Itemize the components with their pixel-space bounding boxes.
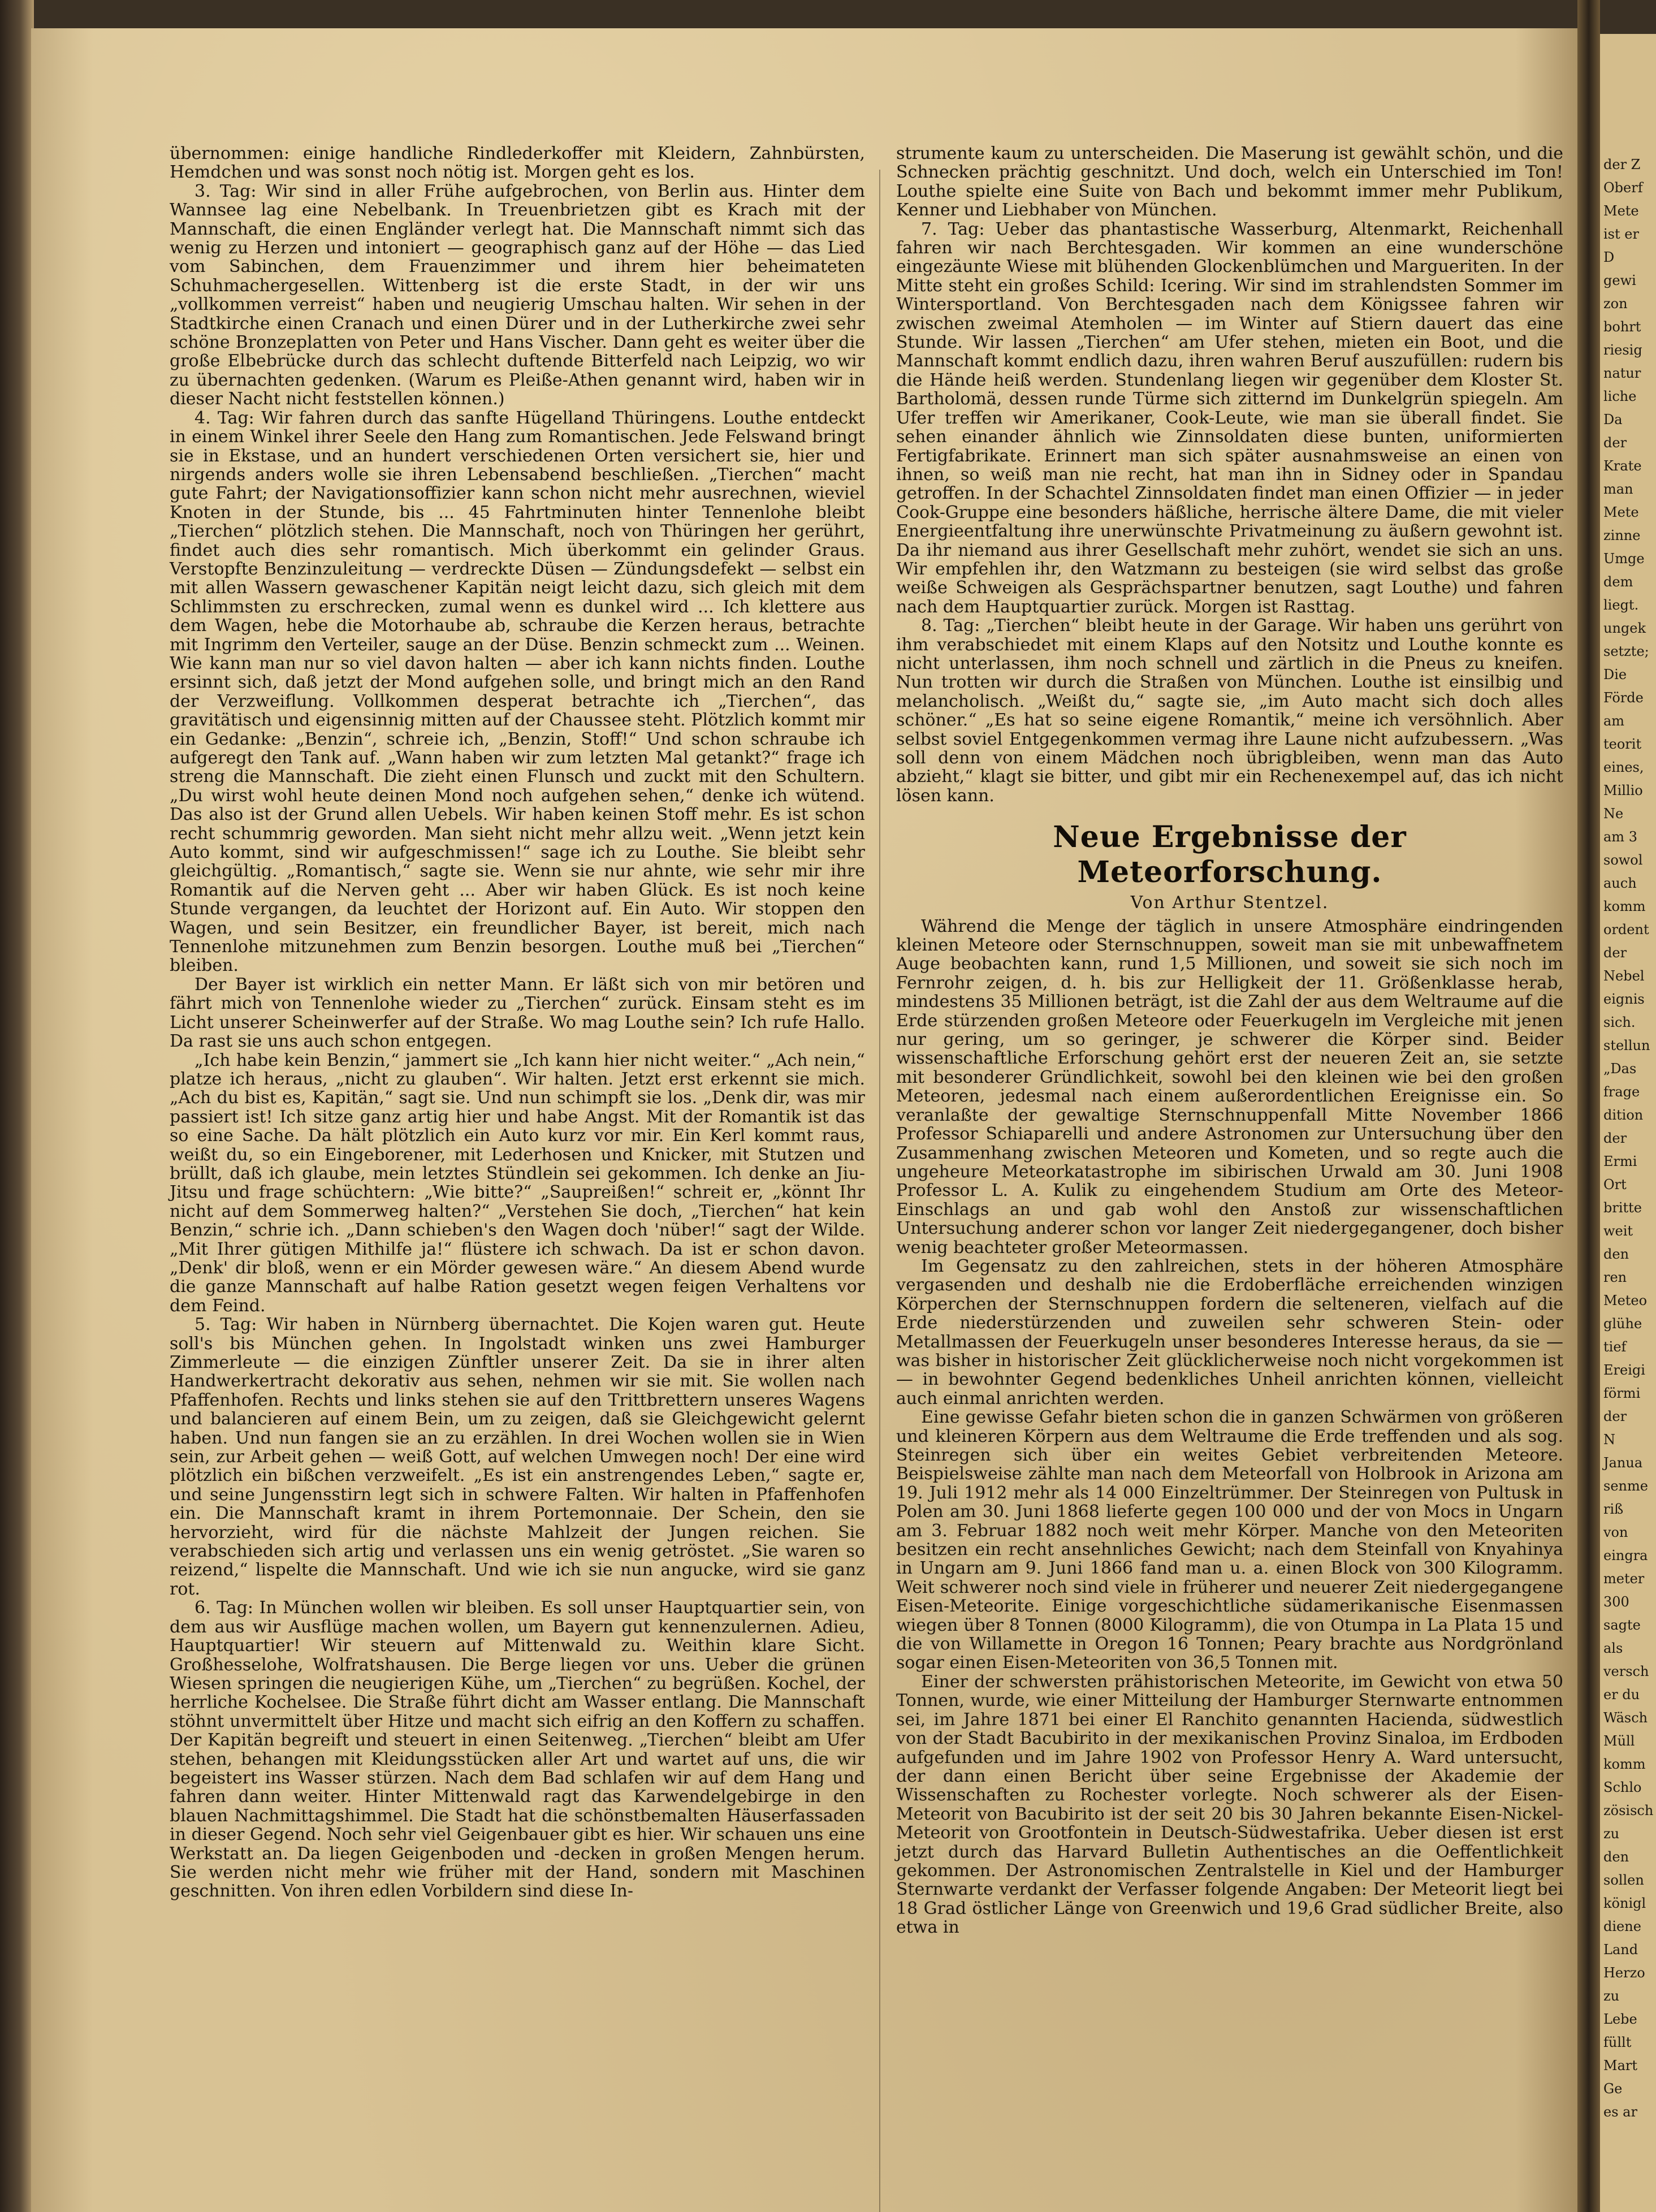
paragraph: 8. Tag: „Tierchen“ bleibt heute in der Garage. Wir haben uns gerührt von ihm verabschiedet mit einem Klaps auf den Notsitz und Louthe konnte es nicht unterlassen, ihm noch schnell und zärtlich in die Pneus zu kneifen. Nun trotten wir durch die Straßen von München. Louthe ist einsilbig und melancholisch. „Weißt du,“ sagte sie, „im Auto macht sich doch alles schöner.“ „Es hat so seine eigene Romantik,“ meine ich versöhnlich. Aber selbst soviel Entgegenkommen vermag ihre Laune nicht aufzubessern. „Was soll denn von einem Mädchen noch übrigbleiben, wenn man das Auto abzieht,“ klagt sie bitter, und gibt mir ein Rechenexempel auf, das ich nicht lösen kann.: [896, 616, 1563, 806]
next-page-fragment: Mete: [1603, 203, 1639, 219]
next-page-fragment: der: [1603, 945, 1627, 961]
next-page-fragment: riesig: [1603, 342, 1642, 358]
paragraph: 5. Tag: Wir haben in Nürnberg übernachtet. Die Kojen waren gut. Heute soll's bis München gehen. In Ingolstadt winken uns zwei Hamburger Zimmerleute — die einzigen Zünftler unserer Zeit. Da sie in ihrer alten Handwerkertracht dekorativ aus sehen, nehmen wir sie mit. Sie wollen nach Pfaffenhofen. Rechts und links stehen sie auf den Trittbrettern unseres Wagens und balancieren auf einem Bein, um zu zeigen, daß sie Gleichgewicht gelernt haben. Und nun fangen sie an zu erzählen. In drei Wochen wollen sie in Wien sein, zur Arbeit gehen — weiß Gott, auf welchen Umwegen noch! Der eine wird plötzlich ein bißchen verzweifelt. „Es ist ein anstrengendes Leben,“ sagte er, und seine Jungensstirn legt sich in schwere Falten. Wir halten in Pfaffenhofen ein. Die Mannschaft kramt in ihrem Portemonnaie. Der Schein, den sie hervorzieht, wird für die nächste Mahlzeit der Jungen reichen. Sie verabschieden sich artig und verlassen uns ein wenig getröstet. „Sie waren so reizend,“ lispelte die Mannschaft. Und wie ich sie nun angucke, wird sie ganz rot.: [170, 1315, 865, 1599]
next-page-fragment: Die: [1603, 667, 1627, 682]
paragraph: übernommen: einige handliche Rindlederkoffer mit Kleidern, Zahnbürsten, Hemdchen und was sonst noch nötig ist. Morgen geht es los.: [170, 144, 865, 183]
next-page-fragment: teorit: [1603, 736, 1642, 752]
next-page-fragment: ren: [1603, 1269, 1627, 1285]
next-page-fragment: füllt: [1603, 2034, 1632, 2050]
next-page-fragment: stellun: [1603, 1038, 1650, 1053]
next-page-fragment: den: [1603, 1246, 1629, 1262]
next-page-fragment: weit: [1603, 1223, 1633, 1239]
next-page-fragment: D: [1603, 249, 1615, 265]
next-page-fragment: zu: [1603, 1826, 1620, 1842]
next-page-fragment: Schlo: [1603, 1779, 1642, 1795]
next-page-fragment: er du: [1603, 1687, 1640, 1703]
next-page-fragment: zösisch: [1603, 1803, 1654, 1818]
next-page-fragment: tief: [1603, 1339, 1627, 1355]
next-page-fragment: förmi: [1603, 1385, 1641, 1401]
next-page-fragment: riß: [1603, 1501, 1624, 1517]
next-page-fragment: „Das: [1603, 1061, 1637, 1077]
next-page-fragment: britte: [1603, 1200, 1642, 1216]
next-page-fragment: Mete: [1603, 504, 1639, 520]
next-page-fragment: diene: [1603, 1919, 1641, 1934]
paragraph: strumente kaum zu unterscheiden. Die Maserung ist gewählt schön, und die Schnecken prächtig geschnitzt. Und doch, welch ein Unterschied im Ton! Louthe spielte eine Suite von Bach und bekommt immer mehr Publikum, Kenner und Liebhaber von München.: [896, 144, 1563, 221]
next-page-fragment: sagte: [1603, 1617, 1641, 1633]
paragraph: 3. Tag: Wir sind in aller Frühe aufgebrochen, von Berlin aus. Hinter dem Wannsee lag eine Nebelbank. In Treuenbrietzen gibt es Krach mit der Mannschaft, die einen Engländer verlegt hat. Die Mannschaft nimmt sich das wenig zu Herzen und intoniert — geographisch ganz auf der Höhe — das Lied vom Sabinchen, dem Frauenzimmer und ihrem hier beheimateten Schuhmachergesellen. Wittenberg ist die erste Stadt, in der wir uns „vollkommen verreist“ haben und neugierig Umschau halten. Wir sehen in der Stadtkirche einen Cranach und einen Dürer und in der Lutherkirche zwei sehr schöne Bronzeplatten von Peter und Hans Vischer. Dann geht es weiter über die große Elbebrücke durch das schlecht duftende Bitterfeld nach Leipzig, wo wir zu übernachten gedenken. (Warum es Pleiße-Athen genannt wird, haben wir in dieser Nacht nicht feststellen können.): [170, 181, 865, 409]
article-paragraph: Einer der schwersten prähistorischen Meteorite, im Gewicht von etwa 50 Tonnen, wurde, wie einer Mitteilung der Hamburger Sternwarte entnommen sei, im Jahre 1871 bei einer El Ranchito genannten Hacienda, südwestlich von der Stadt Bacubirito in der mexikanischen Provinz Sinaloa, im Erdboden aufgefunden und im Jahre 1902 von Professor Henry A. Ward untersucht, der dann einen Bericht über seine Ergebnisse der Akademie der Wissenschaften zu Rochester vorlegte. Noch schwerer als der Eisen-Meteorit von Bacubirito ist der seit 20 bis 30 Jahren bekannte Eisen-Nickel-Meteorit von Grootfontein in Deutsch-Südwestafrika. Ueber diesen ist erst jetzt durch das Harvard Bulletin Authentisches an die Oeffentlichkeit gekommen. Der Astronomischen Zentralstelle in Kiel und der Hamburger Sternwarte verdankt der Verfasser folgende Angaben: Der Meteorit liegt bei 18 Grad östlicher Länge von Greenwich und 19,6 Grad südlicher Breite, also etwa in: [896, 1671, 1563, 1938]
next-page-fragment: eines,: [1603, 759, 1644, 775]
next-page-fragment: man: [1603, 481, 1633, 497]
next-page-fragment: gewi: [1603, 273, 1636, 288]
next-page-fragment: senme: [1603, 1478, 1648, 1494]
next-page-fragment: natur: [1603, 365, 1641, 381]
column-rule: [879, 170, 880, 2212]
next-page-fragment: Förde: [1603, 690, 1644, 706]
next-page-fragment: dem: [1603, 574, 1633, 590]
page-gutter: [1577, 0, 1600, 2212]
next-page-fragment: N: [1603, 1432, 1615, 1448]
next-page-fragment: meter: [1603, 1571, 1645, 1587]
book-spine: [0, 0, 34, 2212]
next-page-fragment: Meteo: [1603, 1293, 1648, 1308]
article-byline: Von Arthur Stentzel.: [1130, 893, 1329, 913]
next-page-fragment: zu: [1603, 1988, 1620, 2004]
next-page-fragment: liche: [1603, 388, 1637, 404]
next-page-fragment: Oberf: [1603, 180, 1643, 196]
next-page-fragment: eingra: [1603, 1548, 1648, 1563]
next-page-fragment: Land: [1603, 1942, 1638, 1958]
article-paragraph: Während die Menge der täglich in unsere Atmosphäre eindringenden kleinen Meteore oder Sternschnuppen, soweit man sie mit unbewaffnetem Auge beobachten kann, rund 1,5 Millionen, und soweit sie sich noch im Fernrohr zeigen, d. h. bis zur Helligkeit der 11. Größenklasse herab, mindestens 35 Millionen beträgt, ist die Zahl der aus dem Weltraume auf die Erde stürzenden großen Meteore oder Feuerkugeln im Vergleiche mit jenen nur gering, um so geringer, je schwerer die Körper sind. Beider wissenschaftliche Erforschung gehört erst der neueren Zeit an, sie setzte mit besonderer Gründlichkeit, sowohl bei den kleinen wie bei den großen Meteoren, jedesmal nach einem außerordentlichen Ereignisse ein. So veranlaßte der gewaltige Sternschnuppenfall Mitte November 1866 Professor Schiaparelli und andere Astronomen zur Untersuchung über den Zusammenhang zwischen Meteoren und Kometen, und so regte auch die ungeheure Meteorkatastrophe im sibirischen Urwald am 30. Juni 1908 Professor L. A. Kulik zu eingehendem Studium am Orte des Meteor-Einschlags an und gab wohl den Anstoß zur wissenschaftlichen Untersuchung anderer schon vor langer Zeit niedergegangener, doch bisher wenig beachteter großer Meteormassen.: [896, 916, 1563, 1258]
next-page-fragment: den: [1603, 1849, 1629, 1865]
next-page-fragment: Umge: [1603, 551, 1645, 567]
next-page-edge: [1600, 34, 1656, 2212]
next-page-fragment: zon: [1603, 296, 1628, 312]
next-page-fragment: liegt.: [1603, 597, 1639, 613]
next-page-fragment: glühe: [1603, 1316, 1642, 1332]
next-page-fragment: es ar: [1603, 2104, 1637, 2120]
next-page-fragment: ordent: [1603, 922, 1649, 937]
next-page-fragment: als: [1603, 1640, 1623, 1656]
paragraph: 4. Tag: Wir fahren durch das sanfte Hügelland Thüringens. Louthe entdeckt in einem Winkel ihrer Seele den Hang zum Romantischen. Jede Felswand bringt sie in Ekstase, und an hundert verschiedenen Orten versichert sie, hier und nirgends anders wolle sie ihren Lebensabend beschließen. „Tierchen“ macht gute Fahrt; der Navigationsoffizier kann schon nicht mehr ausrechnen, wieviel Knoten in der Stunde, bis ... 45 Fahrtminuten hinter Tennenlohe bleibt „Tierchen“ plötzlich stehen. Die Mannschaft, noch von Thüringen her gerührt, findet auch dies sehr romantisch. Mich überkommt ein gelinder Graus. Verstopfte Benzinzuleitung — verdreckte Düsen — Zündungsdefekt — selbst ein mit allen Wassern gewaschener Kapitän neigt leicht dazu, sich gleich mit dem Schlimmsten zu erschrecken, zumal wenn es dunkel wird ... Ich klettere aus dem Wagen, hebe die Motorhaube ab, schraube die Kerzen heraus, betrachte mit Ingrimm den Verteiler, sauge an der Düse. Benzin schmeckt zum ... Weinen. Wie kann man nur so viel davon halten — aber ich kann nichts finden. Louthe ersinnt sich, daß jetzt der Mond aufgehen solle, und bringt mich an den Rand der Verzweiflung. Vollkommen desperat betrachte ich „Tierchen“, das gravitätisch und eigensinnig mitten auf der Chaussee steht. Plötzlich kommt mir ein Gedanke: „Benzin“, schreie ich, „Benzin, Stoff!“ Und schon schraube ich aufgeregt den Tank auf. „Wann haben wir zum letzten Mal getankt?“ frage ich streng die Mannschaft. Die zieht einen Flunsch und zuckt mit den Schultern. „Du wirst wohl heute deinen Mond noch aufgehen sehen,“ denke ich wütend. Das also ist der Grund allen Uebels. Wir haben keinen Stoff mehr. Es ist schon recht schummrig geworden. Man sieht nicht mehr allzu weit. „Wenn jetzt kein Auto kommt, sind wir aufgeschmissen!“ sage ich zu Louthe. Sie bleibt sehr gleichgültig. „Romantisch,“ sagte sie. Wenn sie nur ahnte, wie sehr mir ihre Romantik auf die Nerven geht ... Aber wir haben Glück. Es ist noch keine Stunde vergangen, da leuchtet der Horizont auf. Ein Auto. Wir stoppen den Wagen, und sein Besitzer, ein freundlicher Bayer, ist bereit, mich nach Tennenlohe mitzunehmen zum Benzin besorgen. Louthe muß bei „Tierchen“ bleiben.: [170, 408, 865, 976]
next-page-fragment: Ort: [1603, 1177, 1627, 1193]
next-page-fragment: Lebe: [1603, 2011, 1637, 2027]
right-column: [896, 144, 1563, 1937]
next-page-fragment: am 3: [1603, 829, 1637, 845]
next-page-fragment: zinne: [1603, 528, 1641, 543]
next-page-fragment: Millio: [1603, 783, 1643, 798]
next-page-fragment: ungek: [1603, 620, 1646, 636]
next-page-fragment: Ge: [1603, 2081, 1623, 2097]
left-column: [170, 144, 865, 1901]
next-page-fragment: sich.: [1603, 1014, 1636, 1030]
next-page-fragment: sowol: [1603, 852, 1643, 868]
next-page-fragment: Ne: [1603, 806, 1624, 822]
next-page-fragment: komm: [1603, 1756, 1646, 1772]
next-page-fragment: am: [1603, 713, 1625, 729]
paragraph: 6. Tag: In München wollen wir bleiben. Es soll unser Hauptquartier sein, von dem aus wir Ausflüge machen wollen, um Bayern gut kennenzulernen. Adieu, Hauptquartier! Wir steuern auf Mittenwald zu. Weithin klare Sicht. Großhesselohe, Wolfratshausen. Die Berge liegen vor uns. Ueber die grünen Wiesen springen die neugierigen Kühe, um „Tierchen“ zu begrüßen. Kochel, der herrliche Kochelsee. Die Straße führt dicht am Wasser entlang. Die Mannschaft stöhnt unvermittelt über Hitze und macht sich eifrig an den Koffern zu schaffen. Der Kapitän begreift und steuert in einen Seitenweg. „Tierchen“ bleibt am Ufer stehen, behangen mit Kleidungsstücken aller Art und wartet auf uns, die wir begeistert ins Wasser stürzen. Nach dem Bad schlafen wir auf dem Hang und fahren dann weiter. Hinter Mittenwald ragt das Karwendelgebirge in den blauen Nachmittagshimmel. Die Stadt hat die schönstbemalten Häuserfassaden in dieser Gegend. Noch sehr viel Geigenbauer gibt es hier. Wir schauen uns eine Werkstatt an. Da liegen Geigenboden und -decken in großen Mengen herum. Sie werden nicht mehr wie früher mit der Hand, sondern mit Maschinen geschnitten. Von ihren edlen Vorbildern sind diese In-: [170, 1598, 865, 1902]
next-page-fragment: Ermi: [1603, 1153, 1637, 1169]
newspaper-page: [31, 28, 1577, 2212]
next-page-fragment: Krate: [1603, 458, 1642, 474]
article-paragraph: Im Gegensatz zu den zahlreichen, stets in der höheren Atmosphäre vergasenden und deshalb nie die Erdoberfläche erreichenden winzigen Körperchen der Sternschnuppen fordern die selteneren, vielfach auf die Erde niederstürzenden und zuweilen sehr schweren Stein- oder Metallmassen der Feuerkugeln unser besonderes Interesse heraus, da sie — was bisher in historischer Zeit glücklicherweise noch nicht vorgekommen ist — in bewohnter Gegend bedenkliches Unheil anrichten können, vielleicht auch einmal anrichten werden.: [896, 1256, 1563, 1409]
next-page-fragment: setzte;: [1603, 643, 1649, 659]
next-page-fragment: der: [1603, 1409, 1627, 1424]
next-page-fragment: der: [1603, 1130, 1627, 1146]
paragraph: Der Bayer ist wirklich ein netter Mann. Er läßt sich von mir betören und fährt mich von Tennenlohe wieder zu „Tierchen“ zurück. Einsam steht es im Licht unserer Scheinwerfer auf der Straße. Wo mag Louthe sein? Ich rufe Hallo. Da rast sie uns auch schon entgegen.: [170, 974, 865, 1052]
next-page-fragment: frage: [1603, 1084, 1640, 1100]
next-page-fragment: von: [1603, 1524, 1628, 1540]
next-page-fragment: versch: [1603, 1664, 1649, 1679]
next-page-fragment: Mart: [1603, 2058, 1637, 2073]
next-page-fragment: auch: [1603, 875, 1637, 891]
next-page-fragment: dition: [1603, 1107, 1644, 1123]
paragraph: 7. Tag: Ueber das phantastische Wasserburg, Altenmarkt, Reichenhall fahren wir nach Berchtesgaden. Wir kommen an eine wunderschöne eingezäunte Wiese mit blühenden Glockenblümchen und Margueriten. In der Mitte steht ein großes Schild: Icering. Wir sind im strahlendsten Sommer im Wintersportland. Von Berchtesgaden nach dem Königssee fahren wir zwischen zweimal Atemholen — im Winter auf Stiern dauert das eine Stunde. Wir lassen „Tierchen“ am Ufer stehen, mieten ein Boot, und die Mannschaft kommt endlich dazu, ihren wahren Beruf auszufüllen: rudern bis die Hände heiß werden. Stundenlang liegen wir gegenüber dem Kloster St. Bartholomä, dessen runde Türme sich zitternd im Dunkelgrün spiegeln. Am Ufer treffen wir Amerikaner, Cook-Leute, wie man sie überall findet. Sie sehen einander ähnlich wie Zinnsoldaten diese bunten, uniformierten Fertigfabrikate. Erinnert man sich später ausnahmsweise an einen von ihnen, so weiß man nie recht, hat man ihn in Sidney oder in Spandau getroffen. In der Schachtel Zinnsoldaten findet man einen Offizier — in jeder Cook-Gruppe eine besonders häßliche, herrische ältere Dame, die mit vieler Energieentfaltung ihre unerwünschte Privatmeinung zu äußern gewohnt ist. Da ihr niemand aus ihrer Gesellschaft mehr zuhört, wendet sie sich an uns. Wir empfehlen ihr, den Watzmann zu besteigen (sie wird selbst das große weiße Schweigen als Gesprächspartner benutzen, sagt Louthe) und fahren nach dem Hauptquartier zurück. Morgen ist Rasttag.: [896, 219, 1563, 617]
article-title: Neue Ergebnisse der Meteorforschung.: [1053, 820, 1407, 890]
next-page-fragment: komm: [1603, 898, 1646, 914]
next-page-fragment: der: [1603, 435, 1627, 451]
next-page-fragment: ist er: [1603, 226, 1639, 242]
next-page-fragment: 300: [1603, 1594, 1629, 1610]
next-page-fragment: bohrt: [1603, 319, 1641, 335]
next-page-fragment: königl: [1603, 1895, 1646, 1911]
article-paragraph: Eine gewisse Gefahr bieten schon die in ganzen Schwärmen von größeren und kleineren Körpern aus dem Weltraume die Erde treffenden und als sog. Steinregen sich über ein weites Gebiet verbreitenden Meteore. Beispielsweise zählte man nach dem Meteorfall von Holbrook in Arizona am 19. Juli 1912 mehr als 14 000 Einzeltrümmer. Der Steinregen von Pultusk in Polen am 30. Juni 1868 lieferte gegen 100 000 und der von Mocs in Ungarn am 3. Februar 1882 noch weit mehr Körper. Manche von den Meteoriten besitzen ein recht ansehnliches Gewicht; nach dem Steinfall von Knyahinya in Ungarn am 9. Juni 1866 fand man u. a. einen Block von 300 Kilogramm. Weit schwerer noch sind viele in früherer und neuerer Zeit niedergegangene Eisen-Meteorite. Einige vorgeschichtliche südamerikanische Eisenmassen wiegen über 8 Tonnen (8000 Kilogramm), die von Otumpa in La Plata 15 und die von Willamette in Oregon 16 Tonnen; Peary brachte aus Nordgrönland sogar einen Eisen-Meteoriten von 36,5 Tonnen mit.: [896, 1407, 1563, 1673]
next-page-fragment: Herzo: [1603, 1965, 1645, 1981]
next-page-fragment: Müll: [1603, 1733, 1635, 1749]
next-page-fragment: sollen: [1603, 1872, 1644, 1888]
next-page-fragment: eignis: [1603, 991, 1645, 1007]
next-page-fragment: Nebel: [1603, 968, 1645, 984]
next-page-fragment: Wäsch: [1603, 1710, 1648, 1726]
next-page-fragment: der Z: [1603, 157, 1641, 172]
next-page-fragment: Ereigi: [1603, 1362, 1645, 1378]
next-page-fragment: Da: [1603, 412, 1623, 427]
next-page-fragment: Janua: [1603, 1455, 1643, 1471]
paragraph: „Ich habe kein Benzin,“ jammert sie „Ich kann hier nicht weiter.“ „Ach nein,“ platze ich heraus, „nicht zu glauben“. Wir halten. Jetzt erst erkennt sie mich. „Ach du bist es, Kapitän,“ sagt sie. Und nun schimpft sie los. „Denk dir, was mir passiert ist! Ich sitze ganz artig hier und habe Angst. Mit der Romantik ist das so eine Sache. Da hält plötzlich ein Auto kurz vor mir. Ein Kerl kommt raus, weißt du, so ein Eingeborener, mit Lederhosen und Knicker, mit Stutzen und brüllt, daß ich glaube, mein letztes Stündlein sei gekommen. Ich denke an Jiu-Jitsu und frage schüchtern: „Wie bitte?“ „Saupreißen!“ schreit er, „könnt Ihr nicht auf dem Sommerweg halten?“ „Verstehen Sie doch, „Tierchen“ hat kein Benzin,“ schrie ich. „Dann schieben's den Wagen doch 'nüber!“ sagt der Wilde. „Mit Ihrer gütigen Mithilfe ja!“ flüstere ich schwach. Da ist er schon davon. „Denk' dir bloß, wenn er ein Mörder gewesen wäre.“ An diesem Abend wurde die ganze Mannschaft auf halbe Ration gesetzt wegen feigen Verhaltens vor dem Feind.: [170, 1050, 865, 1316]
